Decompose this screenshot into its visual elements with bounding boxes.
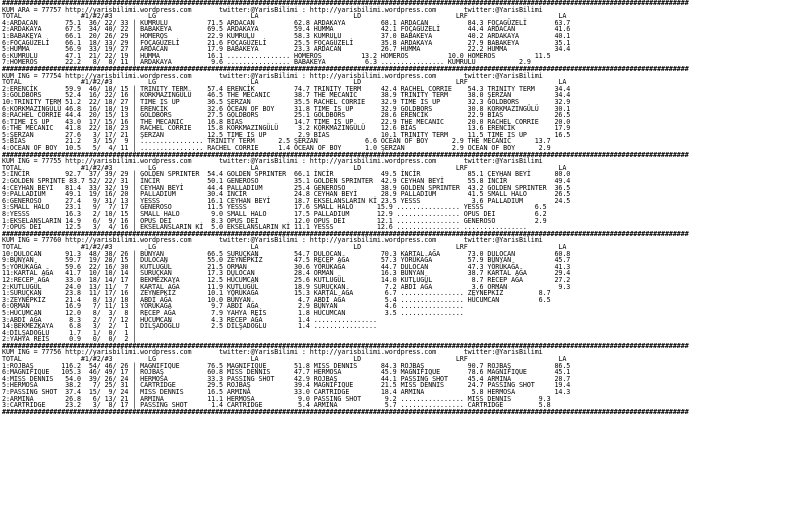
separator-line: ############################################################################################################################################################################## <box>2 150 689 159</box>
data-row-line: 3:GOLDBORS 52.4 16/ 22/ 16 | KORKMAZINGÜLÜ 46.5 THE MECANIC 38.7 THE MECANIC 38.9 TRINITY TERM 38.0 ŞERZAN 34.4 <box>2 91 571 100</box>
data-row-line: 6:KORKMAZINGÜLÜ 46.8 16/ 18/ 19 | ERENCİK 32.6 OCEAN OF BOY 31.8 TIME IS UP 32.9 GOLDBORS 30.8 KORKMAZINGÜLÜ 30.1 <box>2 104 571 113</box>
race-header-line: KUM ARA = 77757 http://yarisbilimi.wordpress.com twitter:@YarisBilimi : http://yarisbilimi.wordpress.com twitter:@YarisBilimi <box>2 5 543 14</box>
separator-line: ############################################################################################################################################################################## <box>2 229 689 238</box>
data-row-line: 6:THE MECANIC 41.8 22/ 18/ 23 | RACHEL CORRIE 15.8 KORKMAZINGÜLÜ 3.2 KORKMAZINGÜLÜ 12.6 BİAS 13.6 ERENCİK 17.9 <box>2 124 571 133</box>
data-row-line: 5:BİAS 21.2 3/ 15/ 9 | ................ TRINITY TERM 2.5 ŞERZAN 6.6 OCEAN OF BOY 2.9 THE MECANIC 13.7 <box>2 137 551 146</box>
race-header-line: KUM ING = 77760 http://yarisbilimi.wordpress.com twitter:@YarisBilimi : http://yarisbilimi.wordpress.com twitter:@YarisBilimi <box>2 236 543 245</box>
data-row-line: 9:BÜNYAN 59.7 19/ 28/ 15 | DULOCAN 55.0 ZEYNEPKİZ 47.5 RECEP AĞA 57.3 YÖRÜKAĞA 57.9 BÜNYAN 45.7 <box>2 256 571 265</box>
data-row-line: 3:CARTRIDGE 23.2 3/ 8/ 17 | PASSING SHOT 1.4 CARTRIDGE 5.4 ARMINA 5.7 ................ CARTRIDGE 5.8 <box>2 401 551 410</box>
separator-line: ############################################################################################################################################################################## <box>2 341 689 350</box>
data-row-line: 3:SMALL HALO 23.1 9/ 7/ 17 | GENEROSO 11.5 YESSS 17.6 SMALL HALO 15.9 ................ YESSS 6.5 <box>2 203 547 212</box>
race-header-line: KUM ING = 77755 http://yarisbilimi.wordpress.com twitter:@YarisBilimi : http://yarisbilimi.wordpress.com twitter:@YarisBilimi <box>2 157 543 166</box>
data-row-line: 6:MAGNIFIQUE 105.3 46/ 49/ 17 | ROJBAŞ 60.8 MISS DENNIS 47.7 HERMOSA 45.9 MAGNIFIQUE 78.6 MAGNIFIQUE 45.1 <box>2 368 571 377</box>
data-row-line: 2:ERENCİK 59.9 46/ 18/ 15 | TRINITY TERM 57.4 ERENCİK 74.7 TRINITY TERM 42.4 RACHEL CORRIE 54.3 TRINITY TERM 34.4 <box>2 84 571 93</box>
data-row-line: 4:OCEAN OF BOY 10.5 5/ 4/ 11 | ................ RACHEL CORRIE 1.4 OCEAN OF BOY 1.0 ŞERZAN 2.9 OCEAN OF BOY 2.9 <box>2 144 551 153</box>
data-row-line: 5:HÜCUMCAN 12.0 8/ 3/ 8 | RECEP AĞA 7.9 YAHYA REİS 1.8 HÜCUMCAN 3.5 ................ <box>2 308 464 317</box>
data-row-line: 10:TRINITY TERM 51.2 22/ 18/ 27 | TIME IS UP 36.5 ŞERZAN 35.5 RACHEL CORRIE 32.9 TIME IS UP 32.3 GOLDBORS 32.9 <box>2 97 571 106</box>
column-header-line: TOTAL #1/#2/#3 LG LA LD LRF LA <box>2 355 567 364</box>
data-row-line: 2:GOLDEN SPRINTE 83.7 52/ 22/ 31 | İNCİR 50.1 GENEROSO 35.1 GOLDEN SPRINTER 42.9 CEYHAN BEYİ 55.8 İNCİR 49.4 <box>2 177 571 186</box>
data-row-line: 6:ORMAN 16.9 7/ 11/ 13 | YÖRÜKAĞA 9.7 ABDİ AĞA 2.9 BÜNYAN 4.6 ................ <box>2 302 464 311</box>
race-header-line: KUM ING = 77754 http://yarisbilimi.wordpress.com twitter:@YarisBilimi : http://yarisbilimi.wordpress.com twitter:@YarisBilimi <box>2 71 543 80</box>
data-row-line: 3:ZEYNEPKİZ 21.4 8/ 13/ 18 | ABDİ AĞA 10.0 BÜNYAN 4.7 ABDİ AĞA 5.4 ................ HÜCUMCAN 6.5 <box>2 295 551 304</box>
column-header-line: TOTAL #1/#2/#3 LG LA LD LRF LA <box>2 12 567 21</box>
data-row-line: 4:ARDACAN 75.1 36/ 22/ 33 | KUMRULU 71.5 ARDACAN 62.8 ARDAKAYA 68.1 ARDACAN 84.3 FOÇAGÜZELİ 63.7 <box>2 18 571 27</box>
data-row-line: 4:MISS DENNIS 54.0 39/ 26/ 24 | HERMOSA 33.3 PASSING SHOT 42.9 ROJBAŞ 44.1 PASSING SHOT 45.4 ARMINA 28.7 <box>2 374 571 383</box>
data-row-line: 1:EKSELANSLARIN 14.9 6/ 9/ 16 | OPUS DEI 8.3 OPUS DEI 12.0 OPUS DEI 12.1 ................ GENEROSO 2.9 <box>2 216 547 225</box>
data-row-line: 2:KUTLUGÜL 24.0 13/ 11/ 7 | KARTAL AĞA 11.9 KUTLUGÜL 18.9 SURUÇKAN 7.2 ABDİ AĞA 3.6 ORMAN 9.3 <box>2 282 571 291</box>
separator-line: ############################################################################################################################################################################## <box>2 0 689 7</box>
data-row-line: 6:FOÇAGÜZELİ 66.1 18/ 33/ 29 | FOÇAGÜZELİ 21.6 FOÇAGÜZELİ 25.5 FOÇAGÜZELİ 35.8 ARDAKAYA 27.9 BABAKEYA 35.1 <box>2 38 571 47</box>
data-row-line: 9:PALLADIUM 49.1 19/ 16/ 20 | PALLADIUM 30.4 İNCİR 24.8 CEYHAN BEYİ 28.9 PALLADIUM 41.5 SMALL HALO 26.5 <box>2 190 571 199</box>
data-row-line: 7:HOMEROS 22.2 8/ 8/ 11 | ARDAKAYA 9.6 ................ BABAKEYA 6.3 ................ KUMRULU 2.9 <box>2 58 531 67</box>
data-row-line: 8:RACHEL CORRIE 44.4 20/ 15/ 13 | GOLDBORS 27.5 GOLDBORS 25.1 GOLDBORS 28.6 ERENCİK 22.9 BİAS 26.5 <box>2 111 571 120</box>
data-row-line: 6:TIME IS UP 43.0 17/ 15/ 16 | THE MECANIC 16.8 BİAS 14.7 TIME IS UP 22.9 THE MECANIC 20.0 RACHEL CORRIE 20.0 <box>2 117 571 126</box>
data-row-line: 6:KUMRULU 47.1 21/ 22/ 19 | HUMMA 16.1 ................ HOMEROS 13.2 HOMEROS 10.0 HOMEROS 11.5 <box>2 51 551 60</box>
data-row-line: 5:ŞERZAN 27.6 3/ 17/ 21 | ŞERZAN 12.5 TIME IS UP 2.9 BİAS 10.1 TRINITY TERM 11.5 TIME IS UP 16.5 <box>2 130 571 139</box>
column-header-line: TOTAL #1/#2/#3 LG LA LD LRF LA <box>2 163 567 172</box>
data-row-line: 6:GENEROSO 27.4 9/ 31/ 13 | YESSS 16.1 CEYHAN BEYİ 18.7 EKSELANSLARIN Kİ 23.5 YESSS 3.6 PALLADIUM 24.5 <box>2 196 571 205</box>
data-row-line: 4:CEYHAN BEYİ 81.4 33/ 32/ 19 | CEYHAN BEYİ 44.4 PALLADIUM 25.4 GENEROSO 38.9 GOLDEN SPRINTER 43.2 GOLDEN SPRINTER 36.5 <box>2 183 571 192</box>
race-header-line: KUM ING = 77756 http://yarisbilimi.wordpress.com twitter:@YarisBilimi : http://yarisbilimi.wordpress.com twitter:@YarisBilimi <box>2 348 543 357</box>
data-row-line: 5:HUMMA 56.9 33/ 19/ 27 | ARDACAN 17.9 BABAKEYA 23.3 ARDACAN 26.7 HUMMA 22.2 HUMMA 34.4 <box>2 45 571 54</box>
data-row-line: 2:ARDAKAYA 67.5 34/ 40/ 22 | BABAKEYA 69.5 ARDAKAYA 59.4 HUMMA 42.1 FOÇAGÜZELİ 44.4 ARDACAN 41.6 <box>2 25 571 34</box>
data-row-line: 11:KARTAL AĞA 41.7 10/ 10/ 14 | SURUÇKAN 17.3 DULOCAN 28.4 ORMAN 16.3 BÜNYAN 38.7 KARTAL AĞA 29.4 <box>2 269 571 278</box>
data-row-line: 12:RECEP AĞA 33.0 18/ 14/ 17 | BEKMEZKAYA 12.5 HÜCUMCAN 25.6 KUTLUGÜL 14.0 KUTLUGÜL 8.7 RECEP AĞA 27.2 <box>2 275 571 284</box>
data-row-line: 2:ARMINA 26.8 6/ 13/ 21 | ARMINA 11.1 HERMOSA 9.0 PASSING SHOT 9.2 ................ MISS DENNIS 9.3 <box>2 394 551 403</box>
separator-line: ############################################################################################################################################################################## <box>2 407 689 416</box>
data-row-line: 1:BABAKEYA 66.1 20/ 26/ 29 | HOMEROS 22.9 KUMRULU 58.3 KUMRULU 37.0 BABAKEYA 40.2 ARDAKAYA 40.1 <box>2 31 571 40</box>
data-row-line: 1:SURUÇKAN 23.8 11/ 17/ 16 | ZEYNEPKİZ 10.1 YÖRÜKAĞA 15.3 KARTAL AĞA 6.7 ................ ZEYNEPKİZ 8.7 <box>2 289 551 298</box>
data-row-line: 7:OPUS DEI 12.5 3/ 4/ 16 | EKSELANSLARIN Kİ 5.0 EKSELANSLARIN Kİ 11.1 YESSS 12.6 ................ ................ <box>2 223 527 232</box>
data-row-line: 5:İNCİR 92.7 37/ 39/ 29 | GOLDEN SPRINTER 54.4 GOLDEN SPRINTER 66.1 İNCİR 49.5 İNCİR 85.1 CEYHAN BEYİ 80.0 <box>2 170 571 179</box>
data-row-line: 14:BEKMEZKAYA 6.8 3/ 2/ 1 | DİLŞADOĞLU 2.5 DİLŞADOĞLU 1.4 ................ <box>2 322 377 331</box>
data-row-line: 2:YAHYA REİS 0.9 0/ 0/ 2 | <box>2 335 137 344</box>
data-row-line: 5:YÖRÜKAĞA 59.6 22/ 16/ 30 | KUTLUGÜL 21.5 ORMAN 30.6 YÖRÜKAĞA 44.7 DULOCAN 47.3 YÖRÜKAĞA 41.3 <box>2 262 571 271</box>
data-row-line: 7:PASSING SHOT 37.4 15/ 9/ 24 | MISS DENNIS 16.5 ARMINA 33.0 CARTRIDGE 18.4 ARMINA 5.8 HERMOSA 14.3 <box>2 388 571 397</box>
column-header-line: TOTAL #1/#2/#3 LG LA LD LRF LA <box>2 78 567 87</box>
data-row-line: 4:DİLŞADOĞLU 1.7 1/ 0/ 1 | <box>2 328 137 337</box>
data-row-line: 8:YESSS 16.3 2/ 10/ 15 | SMALL HALO 9.0 SMALL HALO 17.5 PALLADIUM 12.9 ................ OPUS DEI 6.2 <box>2 210 547 218</box>
data-row-line: 1:ROJBAŞ 116.2 54/ 46/ 26 | MAGNIFIQUE 76.5 MAGNIFIQUE 51.8 MISS DENNIS 84.3 ROJBAŞ 90.7 ROJBAŞ 86.5 <box>2 361 571 370</box>
data-row-line: 3:ABDİ AĞA 8.3 2/ 7/ 12 | HÜCUMCAN 4.3 RECEP AĞA 1.4 ................ <box>2 315 377 324</box>
column-header-line: TOTAL #1/#2/#3 LG LA LD LRF LA <box>2 242 567 251</box>
separator-line: ############################################################################################################################################################################## <box>2 64 689 73</box>
data-row-line: 5:HERMOSA 38.2 7/ 25/ 31 | CARTRIDGE 29.5 ROJBAŞ 39.4 MAGNIFIQUE 21.5 MISS DENNIS 24.7 PASSING SHOT 19.4 <box>2 381 571 390</box>
data-row-line: 10:DULOCAN 91.3 48/ 38/ 26 | BÜNYAN 66.5 SURUÇKAN 54.7 DULOCAN 70.3 KARTAL AĞA 73.0 DULOCAN 60.8 <box>2 249 571 258</box>
